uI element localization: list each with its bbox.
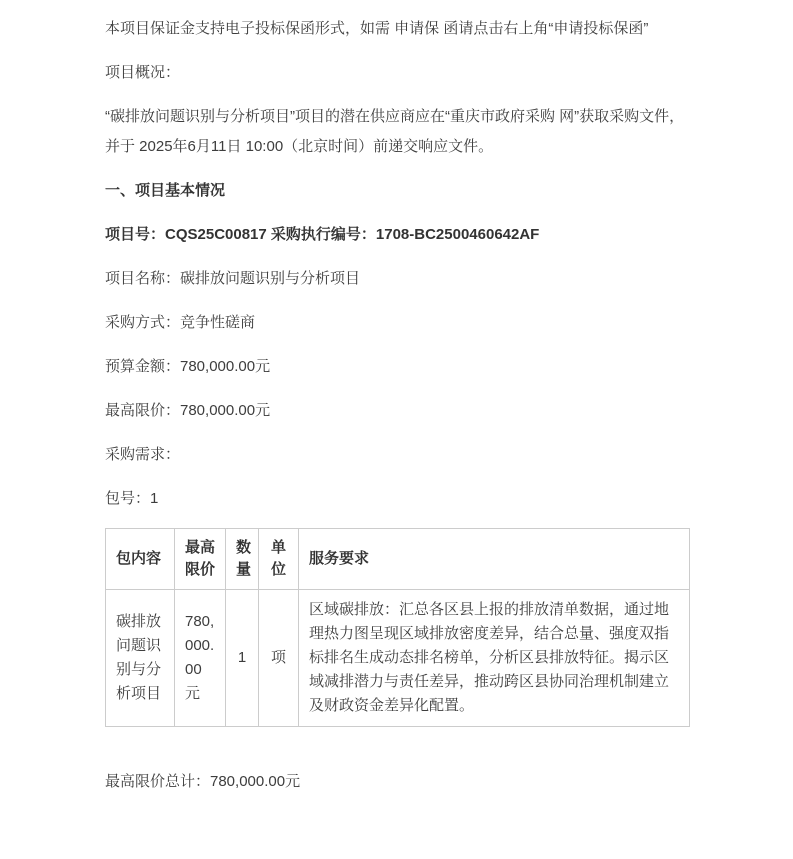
max-price-line: 最高限价：780,000.00元 — [105, 402, 271, 419]
package-requirements-table — [105, 528, 690, 727]
budget-amount-line: 预算金额：780,000.00元 — [105, 358, 271, 375]
table-row — [106, 590, 690, 727]
col-header-service-requirements: 服务要求 — [299, 529, 690, 590]
cell-package-content: 碳排放问题识别与分析项目 — [106, 590, 175, 727]
intro-paragraph: “碳排放问题识别与分析项目”项目的潜在供应商应在“重庆市政府采购 网”获取采购文件，并于 2025年6月11日 10:00（北京时间）前递交响应文件。 — [105, 108, 685, 155]
project-number-line: 项目号：CQS25C00817 采购执行编号：1708-BC2500460642AF — [105, 226, 540, 243]
total-max-price-line: 最高限价总计：780,000.00元 — [105, 773, 301, 790]
procurement-demand-label: 采购需求： — [105, 446, 181, 463]
cell-max-price: 780,000.00元 — [175, 590, 226, 727]
section-heading-basic-info: 一、项目基本情况 — [105, 182, 226, 199]
cell-service-requirements: 区域碳排放：汇总各区县上报的排放清单数据，通过地理热力图呈现区域排放密度差异，结合总量、强度双指标排名生成动态排名榜单，分析区县排放特征。揭示区域减排潜力与责任差异，推动跨区县协同治理机制建立及财政资金差异化配置。 — [299, 590, 690, 727]
package-number-line: 包号：1 — [105, 490, 159, 507]
table-header-row — [106, 529, 690, 590]
col-header-max-price: 最高限价 — [175, 529, 226, 590]
procurement-method-line: 采购方式：竞争性磋商 — [105, 314, 256, 331]
col-header-quantity: 数量 — [226, 529, 259, 590]
project-name-line: 项目名称：碳排放问题识别与分析项目 — [105, 270, 361, 287]
col-header-unit: 单位 — [259, 529, 299, 590]
guarantee-notice: 本项目保证金支持电子投标保函形式，如需 申请保 函请点击右上角“申请投标保函” — [105, 20, 649, 37]
cell-unit: 项 — [259, 590, 299, 727]
cell-quantity: 1 — [226, 590, 259, 727]
project-overview-label: 项目概况： — [105, 64, 181, 81]
col-header-package-content: 包内容 — [106, 529, 175, 590]
